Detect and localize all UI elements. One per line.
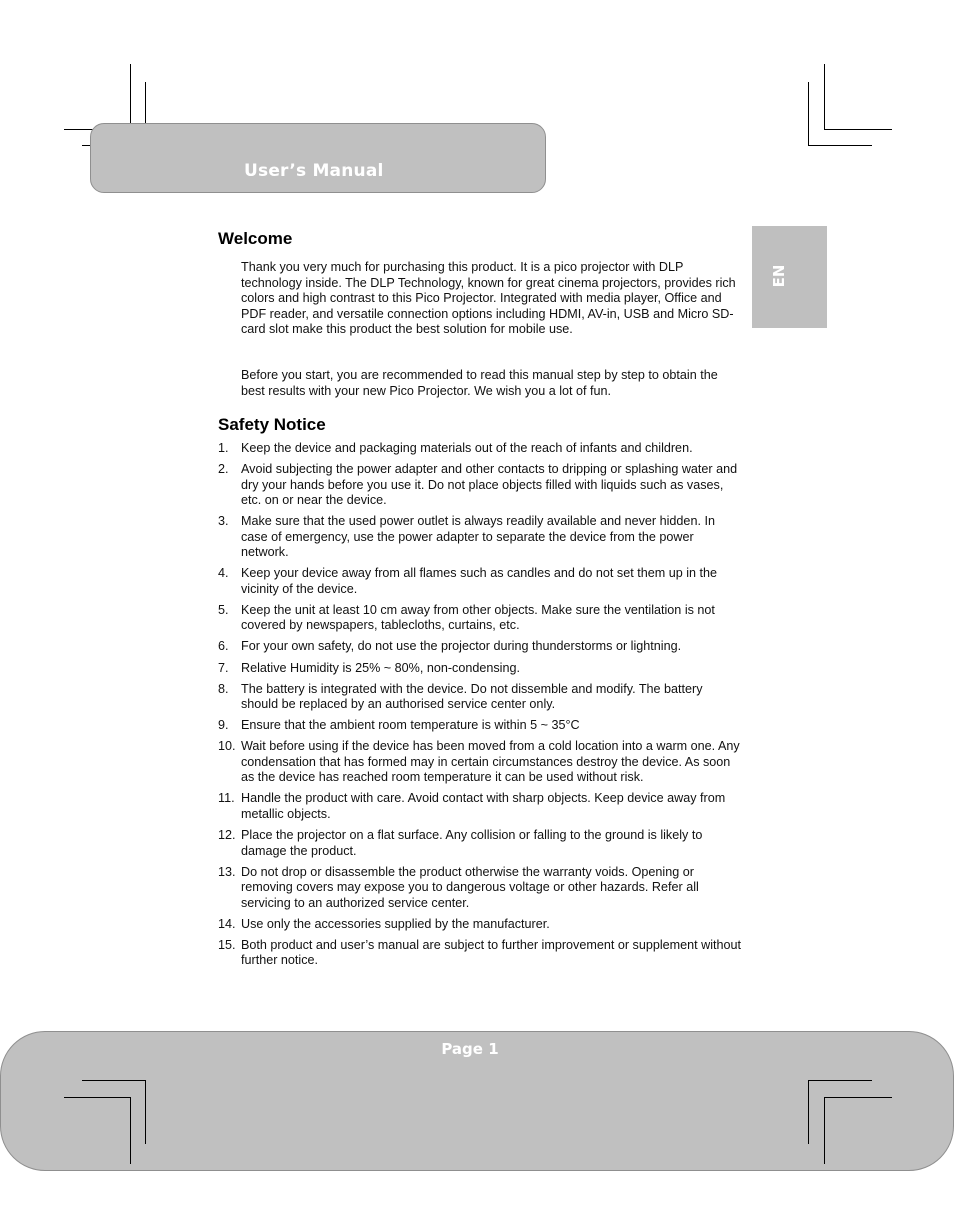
item-number: 9. (218, 718, 229, 733)
header-tab (90, 123, 546, 193)
item-number: 2. (218, 462, 229, 477)
crop-mark (808, 82, 809, 145)
item-number: 7. (218, 660, 229, 675)
item-text: Relative Humidity is 25% ~ 80%, non-condensing. (241, 660, 520, 675)
list-item (218, 682, 743, 713)
welcome-paragraph: Thank you very much for purchasing this product. It is a pico projector with DLP technology inside. The DLP Technology, known for great cinema projectors, provides rich colors and high contrast to this Pico Projector. Integrated with media player, Office and PDF reader, and versatile connection options including HDMI, AV-in, USB and Micro SD-card slot make this product the best solution for mobile use. (241, 260, 736, 336)
list-item (218, 603, 743, 634)
list-item (218, 566, 743, 597)
item-number: 5. (218, 602, 229, 617)
list-item (218, 462, 743, 509)
language-tab (752, 226, 827, 328)
crop-mark (145, 1080, 146, 1144)
list-item (218, 441, 743, 457)
list-item (218, 661, 743, 677)
item-text: Wait before using if the device has been moved from a cold location into a warm one. Any condensation that has formed may in certain circumstances destroy the device. As soon as the device has reached room temperature it can be used without risk. (241, 739, 740, 785)
list-item (218, 828, 743, 859)
crop-mark (808, 1080, 809, 1144)
item-number: 14. (218, 916, 236, 931)
item-text: Ensure that the ambient room temperature is within 5 ~ 35°C (241, 718, 580, 733)
item-number: 1. (218, 441, 229, 455)
item-number: 6. (218, 639, 229, 654)
item-text: For your own safety, do not use the projector during thunderstorms or lightning. (241, 639, 682, 654)
item-text: Use only the accessories supplied by the manufacturer. (241, 916, 550, 931)
item-text: Do not drop or disassemble the product otherwise the warranty voids. Opening or removing covers may expose you to dangerous voltage or other hazards. Refer all servicing to an authorized service center. (241, 864, 699, 910)
crop-mark (82, 1080, 146, 1081)
list-item (218, 718, 743, 734)
item-number: 15. (218, 937, 236, 952)
crop-mark (808, 145, 872, 146)
page-number: Page 1 (441, 1040, 499, 1058)
item-number: 13. (218, 864, 236, 879)
item-text: Make sure that the used power outlet is always readily available and never hidden. In case of emergency, use the power adapter to separate the device from the power network. (241, 514, 715, 560)
crop-mark (824, 1097, 892, 1098)
item-text: Avoid subjecting the power adapter and other contacts to dripping or splashing water and dry your hands before you use it. Do not place objects filled with liquids such as vases, etc. on or near the device. (241, 462, 738, 508)
item-text: The battery is integrated with the device. Do not dissemble and modify. The battery should be replaced by an authorised service center only. (241, 681, 703, 712)
item-text: Keep the unit at least 10 cm away from other objects. Make sure the ventilation is not covered by newspapers, tablecloths, curtains, etc. (241, 602, 715, 633)
item-number: 3. (218, 514, 229, 529)
list-item (218, 639, 743, 655)
language-label: EN (770, 264, 788, 288)
item-number: 10. (218, 739, 236, 754)
welcome-heading: Welcome (218, 229, 293, 248)
list-item (218, 514, 743, 561)
crop-mark (824, 1097, 825, 1164)
manual-title: User’s Manual (244, 161, 384, 181)
crop-mark (808, 1080, 872, 1081)
list-item (218, 917, 743, 933)
item-number: 11. (218, 791, 235, 806)
welcome-paragraph: Before you start, you are recommended to read this manual step by step to obtain the best results with your new Pico Projector. We wish you a lot of fun. (241, 368, 718, 398)
crop-mark (824, 64, 825, 130)
safety-list (218, 441, 743, 974)
item-text: Handle the product with care. Avoid contact with sharp objects. Keep device away from metallic objects. (241, 791, 726, 821)
list-item (218, 791, 743, 822)
crop-mark (130, 1097, 131, 1164)
item-number: 4. (218, 566, 229, 581)
item-text: Keep the device and packaging materials out of the reach of infants and children. (241, 441, 693, 455)
item-text: Place the projector on a flat surface. Any collision or falling to the ground is likely to damage the product. (241, 828, 703, 858)
crop-mark (64, 1097, 131, 1098)
item-number: 12. (218, 828, 236, 843)
crop-mark (824, 129, 892, 130)
item-text: Both product and user’s manual are subject to further improvement or supplement without further notice. (241, 937, 742, 968)
list-item (218, 739, 743, 786)
item-number: 8. (218, 681, 229, 696)
list-item (218, 865, 743, 912)
list-item (218, 938, 743, 969)
safety-heading: Safety Notice (218, 415, 326, 434)
item-text: Keep your device away from all flames such as candles and do not set them up in the vicinity of the device. (241, 566, 718, 596)
